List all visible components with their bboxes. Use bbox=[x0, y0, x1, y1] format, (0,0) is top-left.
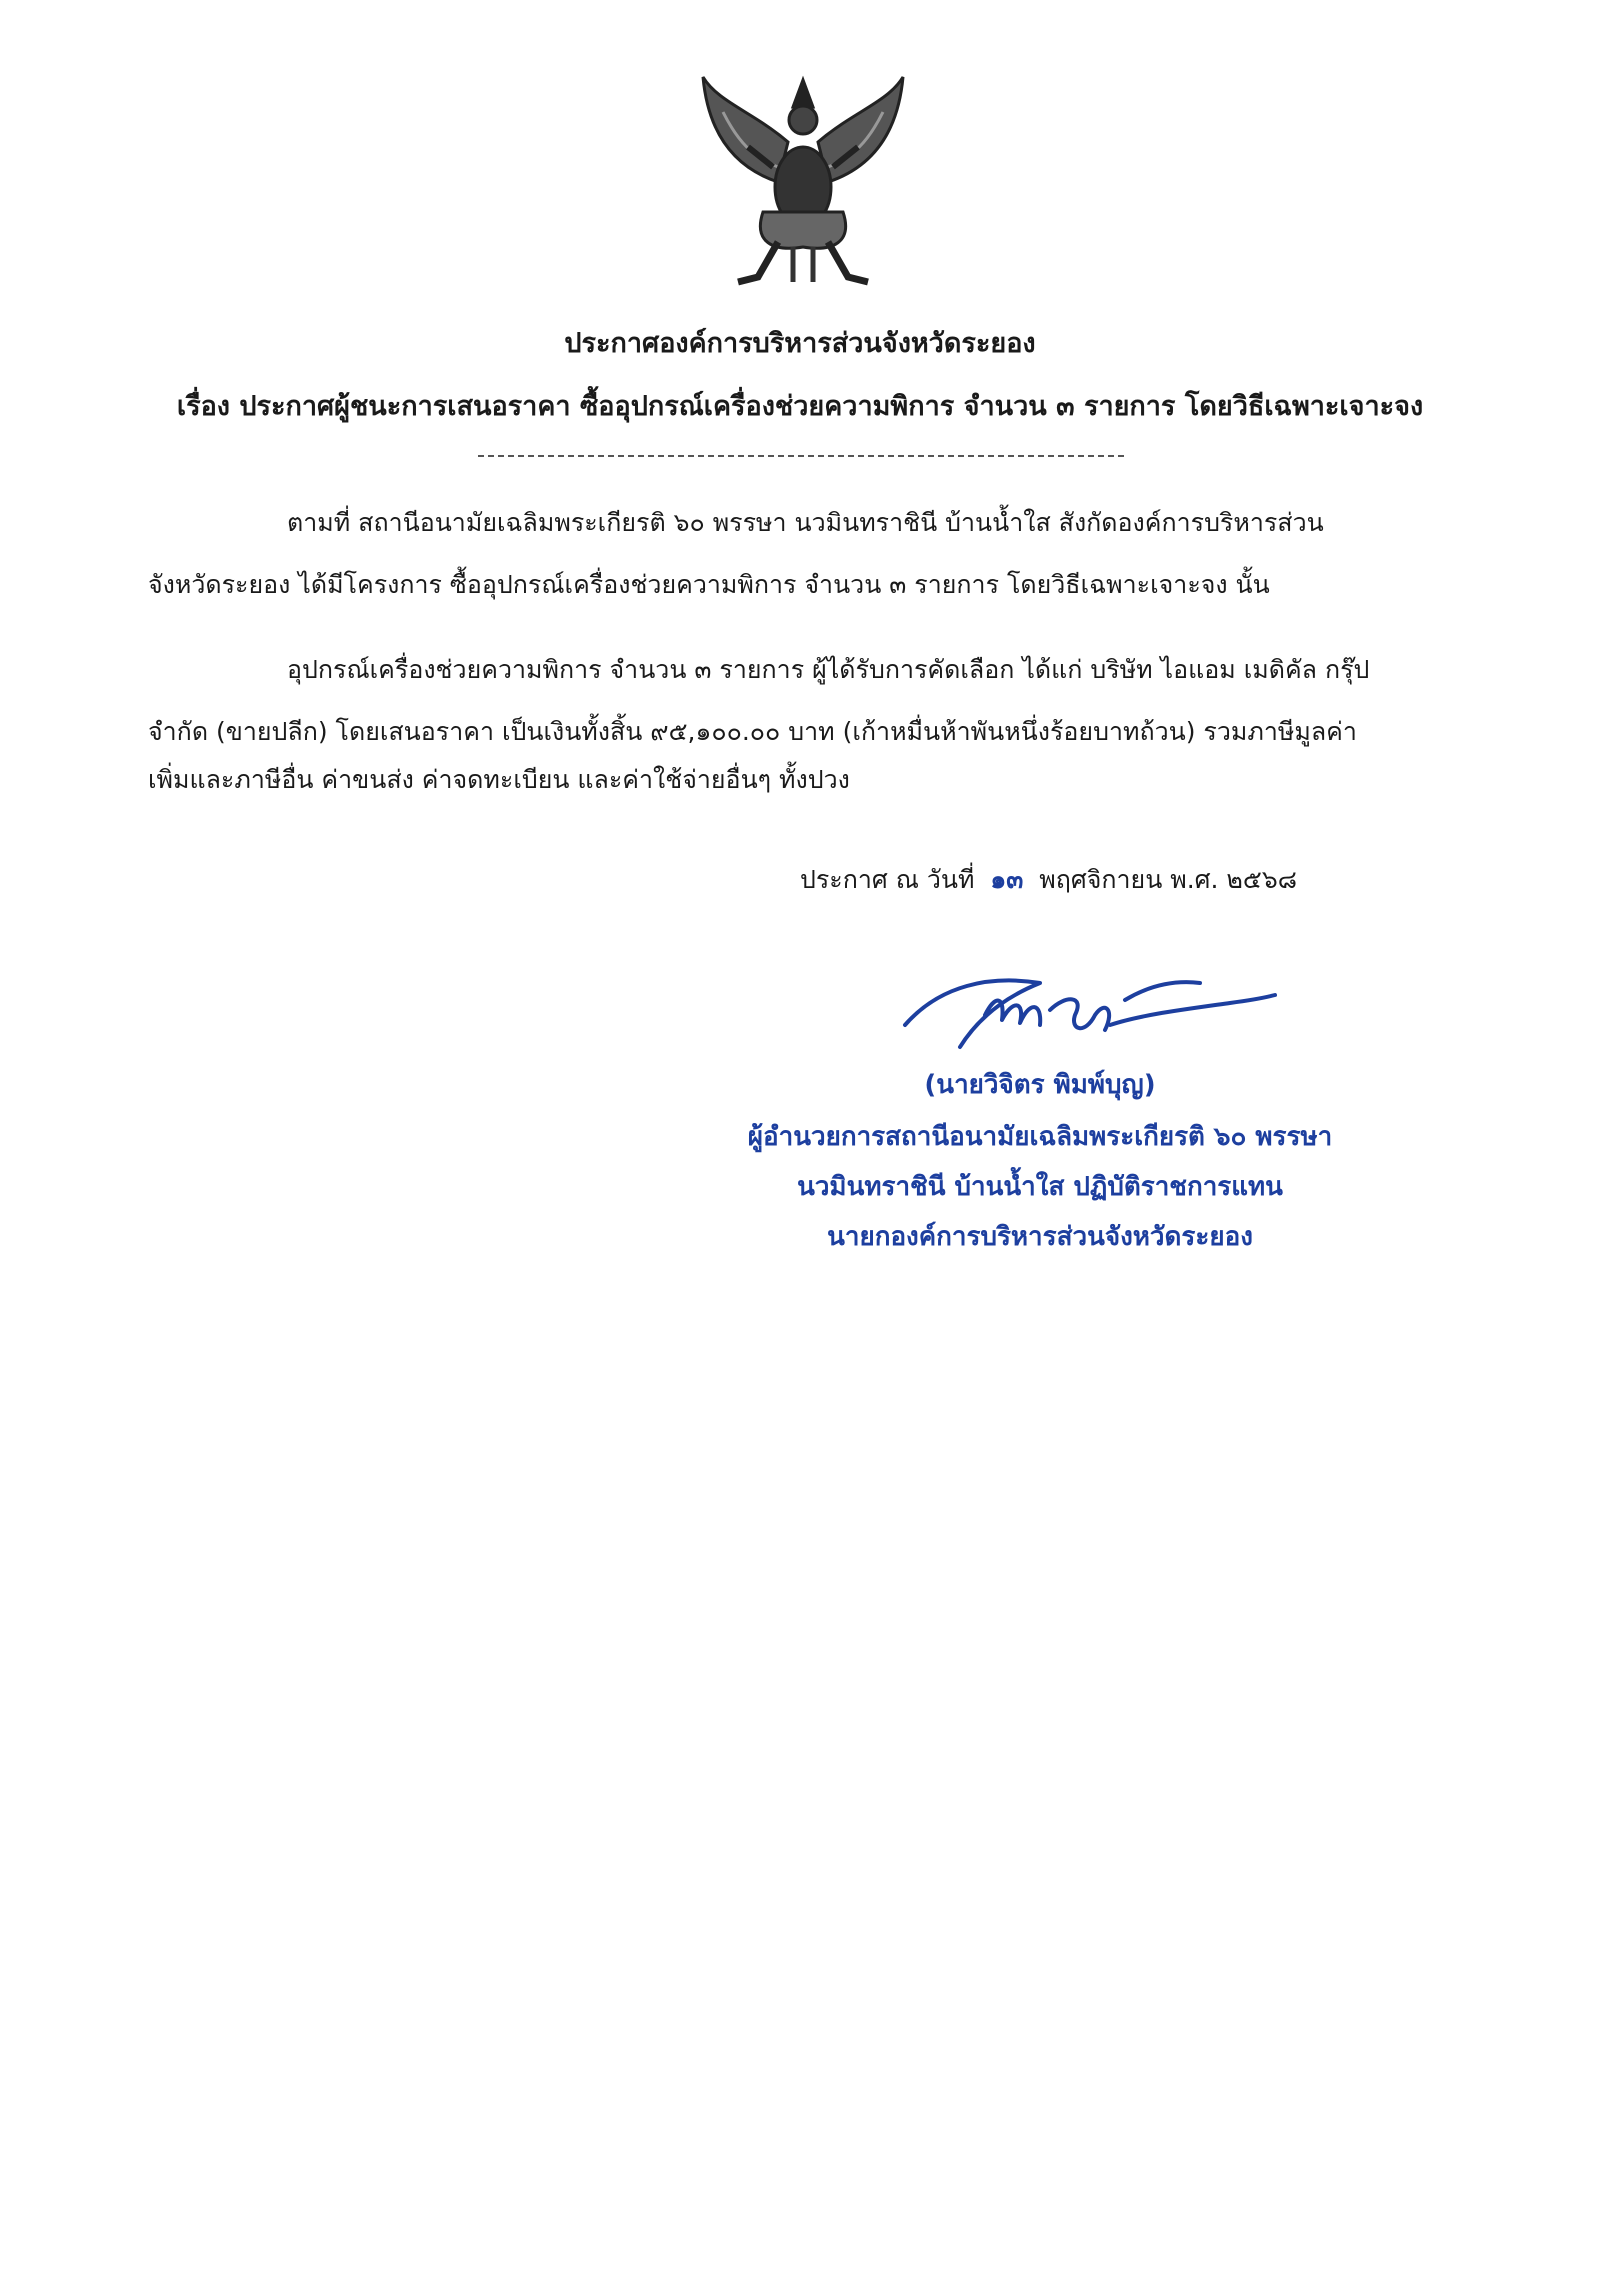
announcement-date bbox=[800, 860, 1297, 900]
garuda-emblem-icon bbox=[693, 72, 913, 292]
body-paragraph-2-line-3: เพิ่มและภาษีอื่น ค่าขนส่ง ค่าจดทะเบียน และค่าใช้จ่ายอื่นๆ ทั้งปวง bbox=[148, 765, 850, 794]
body-paragraph-1-line-2: จังหวัดระยอง ได้มีโครงการ ซื้ออุปกรณ์เครื่องช่วยความพิการ จำนวน ๓ รายการ โดยวิธีเฉพาะเจาะจง นั้น bbox=[148, 570, 1270, 599]
title-separator bbox=[478, 455, 1124, 458]
body-paragraph-2-line-1: อุปกรณ์เครื่องช่วยความพิการ จำนวน ๓ รายการ ผู้ได้รับการคัดเลือก ได้แก่ บริษัท ไอแอม เมดิคัล กรุ๊ป bbox=[287, 655, 1370, 684]
announcement-title: ประกาศองค์การบริหารส่วนจังหวัดระยอง bbox=[564, 328, 1036, 359]
signatory-position-line-3: นายกองค์การบริหารส่วนจังหวัดระยอง bbox=[827, 1222, 1253, 1252]
date-day: ๑๓ bbox=[990, 865, 1024, 894]
date-prefix: ประกาศ ณ วันที่ bbox=[800, 865, 975, 894]
body-paragraph-2-line-2: จำกัด (ขายปลีก) โดยเสนอราคา เป็นเงินทั้งสิ้น ๙๕,๑๐๐.๐๐ บาท (เก้าหมื่นห้าพันหนึ่งร้อยบาทถ้วน) รวมภาษีมูลค่า bbox=[148, 717, 1357, 746]
body-paragraph-1-line-1: ตามที่ สถานีอนามัยเฉลิมพระเกียรติ ๖๐ พรรษา นวมินทราชินี บ้านน้ำใส สังกัดองค์การบริหารส่วน bbox=[287, 508, 1324, 537]
signatory-position-line-2: นวมินทราชินี บ้านน้ำใส ปฏิบัติราชการแทน bbox=[797, 1172, 1283, 1202]
signatory-position-line-1: ผู้อำนวยการสถานีอนามัยเฉลิมพระเกียรติ ๖๐ พรรษา bbox=[747, 1122, 1333, 1152]
handwritten-signature bbox=[900, 955, 1280, 1055]
signatory-name: (นายวิจิตร พิมพ์บุญ) bbox=[924, 1070, 1156, 1100]
announcement-subject: เรื่อง ประกาศผู้ชนะการเสนอราคา ซื้ออุปกรณ์เครื่องช่วยความพิการ จำนวน ๓ รายการ โดยวิธีเฉพาะเจาะจง bbox=[176, 391, 1424, 422]
date-month-year: พฤศจิกายน พ.ศ. ๒๕๖๘ bbox=[1039, 865, 1297, 894]
